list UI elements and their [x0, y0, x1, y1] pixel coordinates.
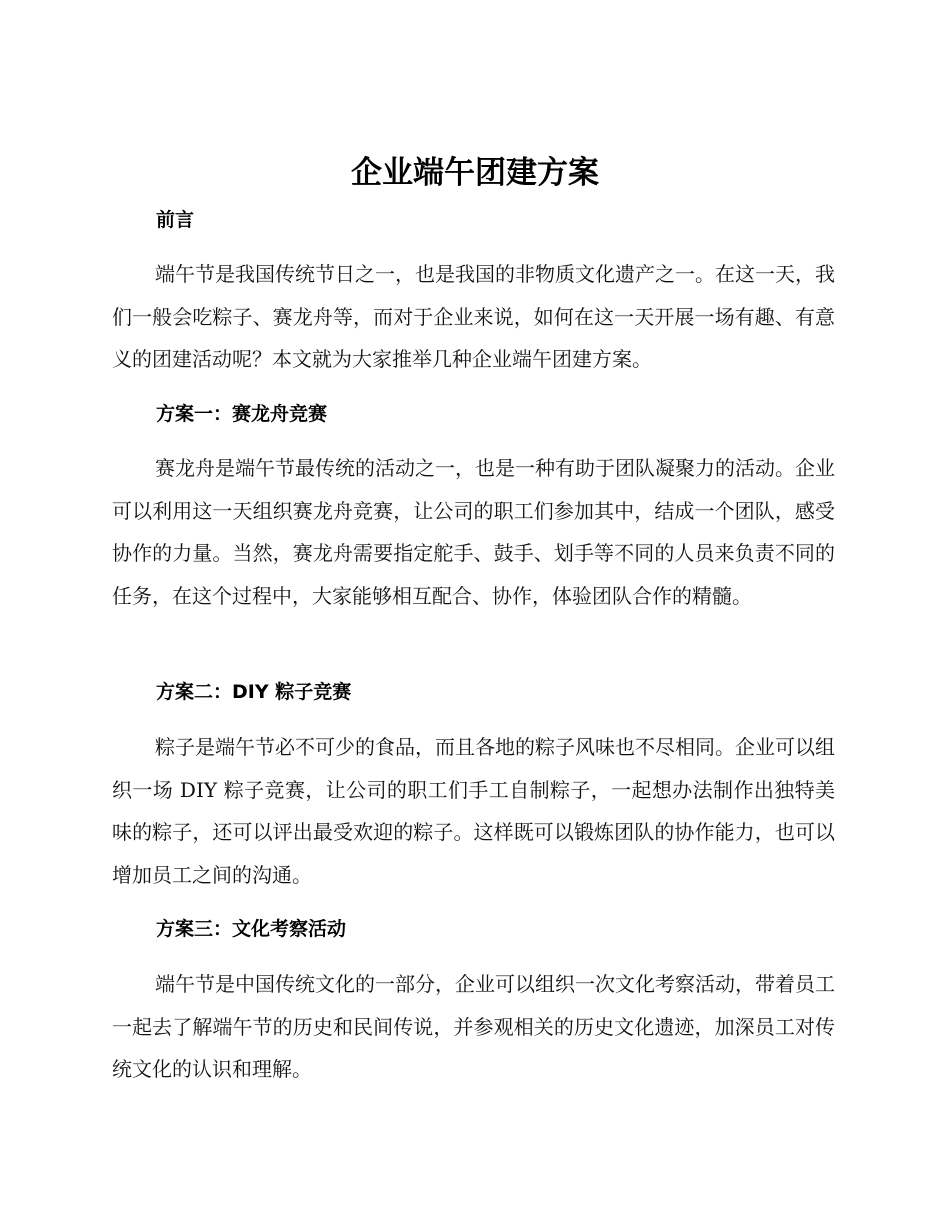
section-heading-plan-one: 方案一：赛龙舟竞赛 [156, 403, 328, 425]
section-body-plan-three: 端午节是中国传统文化的一部分，企业可以组织一次文化考察活动，带着员工一起去了解端午节的历史和民间传说，并参观相关的历史文化遗迹，加深员工对传统文化的认识和理解。 [112, 972, 835, 1081]
section-heading-plan-two: 方案二：DIY 粽子竞赛 [156, 681, 352, 703]
section-heading-plan-three: 方案三：文化考察活动 [156, 918, 347, 940]
section-body-plan-one: 赛龙舟是端午节最传统的活动之一，也是一种有助于团队凝聚力的活动。企业可以利用这一天组织赛龙舟竞赛，让公司的职工们参加其中，结成一个团队，感受协作的力量。当然，赛龙舟需要指定舵手、鼓手、划手等不同的人员来负责不同的任务，在这个过程中，大家能够相互配合、协作，体验团队合作的精髓。 [112, 456, 835, 608]
section-heading-preface: 前言 [156, 209, 195, 231]
section-body-plan-two: 粽子是端午节必不可少的食品，而且各地的粽子风味也不尽相同。企业可以组织一场 DIY 粽子竞赛，让公司的职工们手工自制粽子，一起想办法制作出独特美味的粽子，还可以评出最受欢迎的粽子。这样既可以锻炼团队的协作能力，也可以增加员工之间的沟通。 [112, 735, 835, 887]
section-body-preface: 端午节是我国传统节日之一，也是我国的非物质文化遗产之一。在这一天，我们一般会吃粽子、赛龙舟等，而对于企业来说，如何在这一天开展一场有趣、有意义的团建活动呢？本文就为大家推举几种企业端午团建方案。 [112, 262, 835, 371]
page-title: 企业端午团建方案 [351, 155, 599, 191]
